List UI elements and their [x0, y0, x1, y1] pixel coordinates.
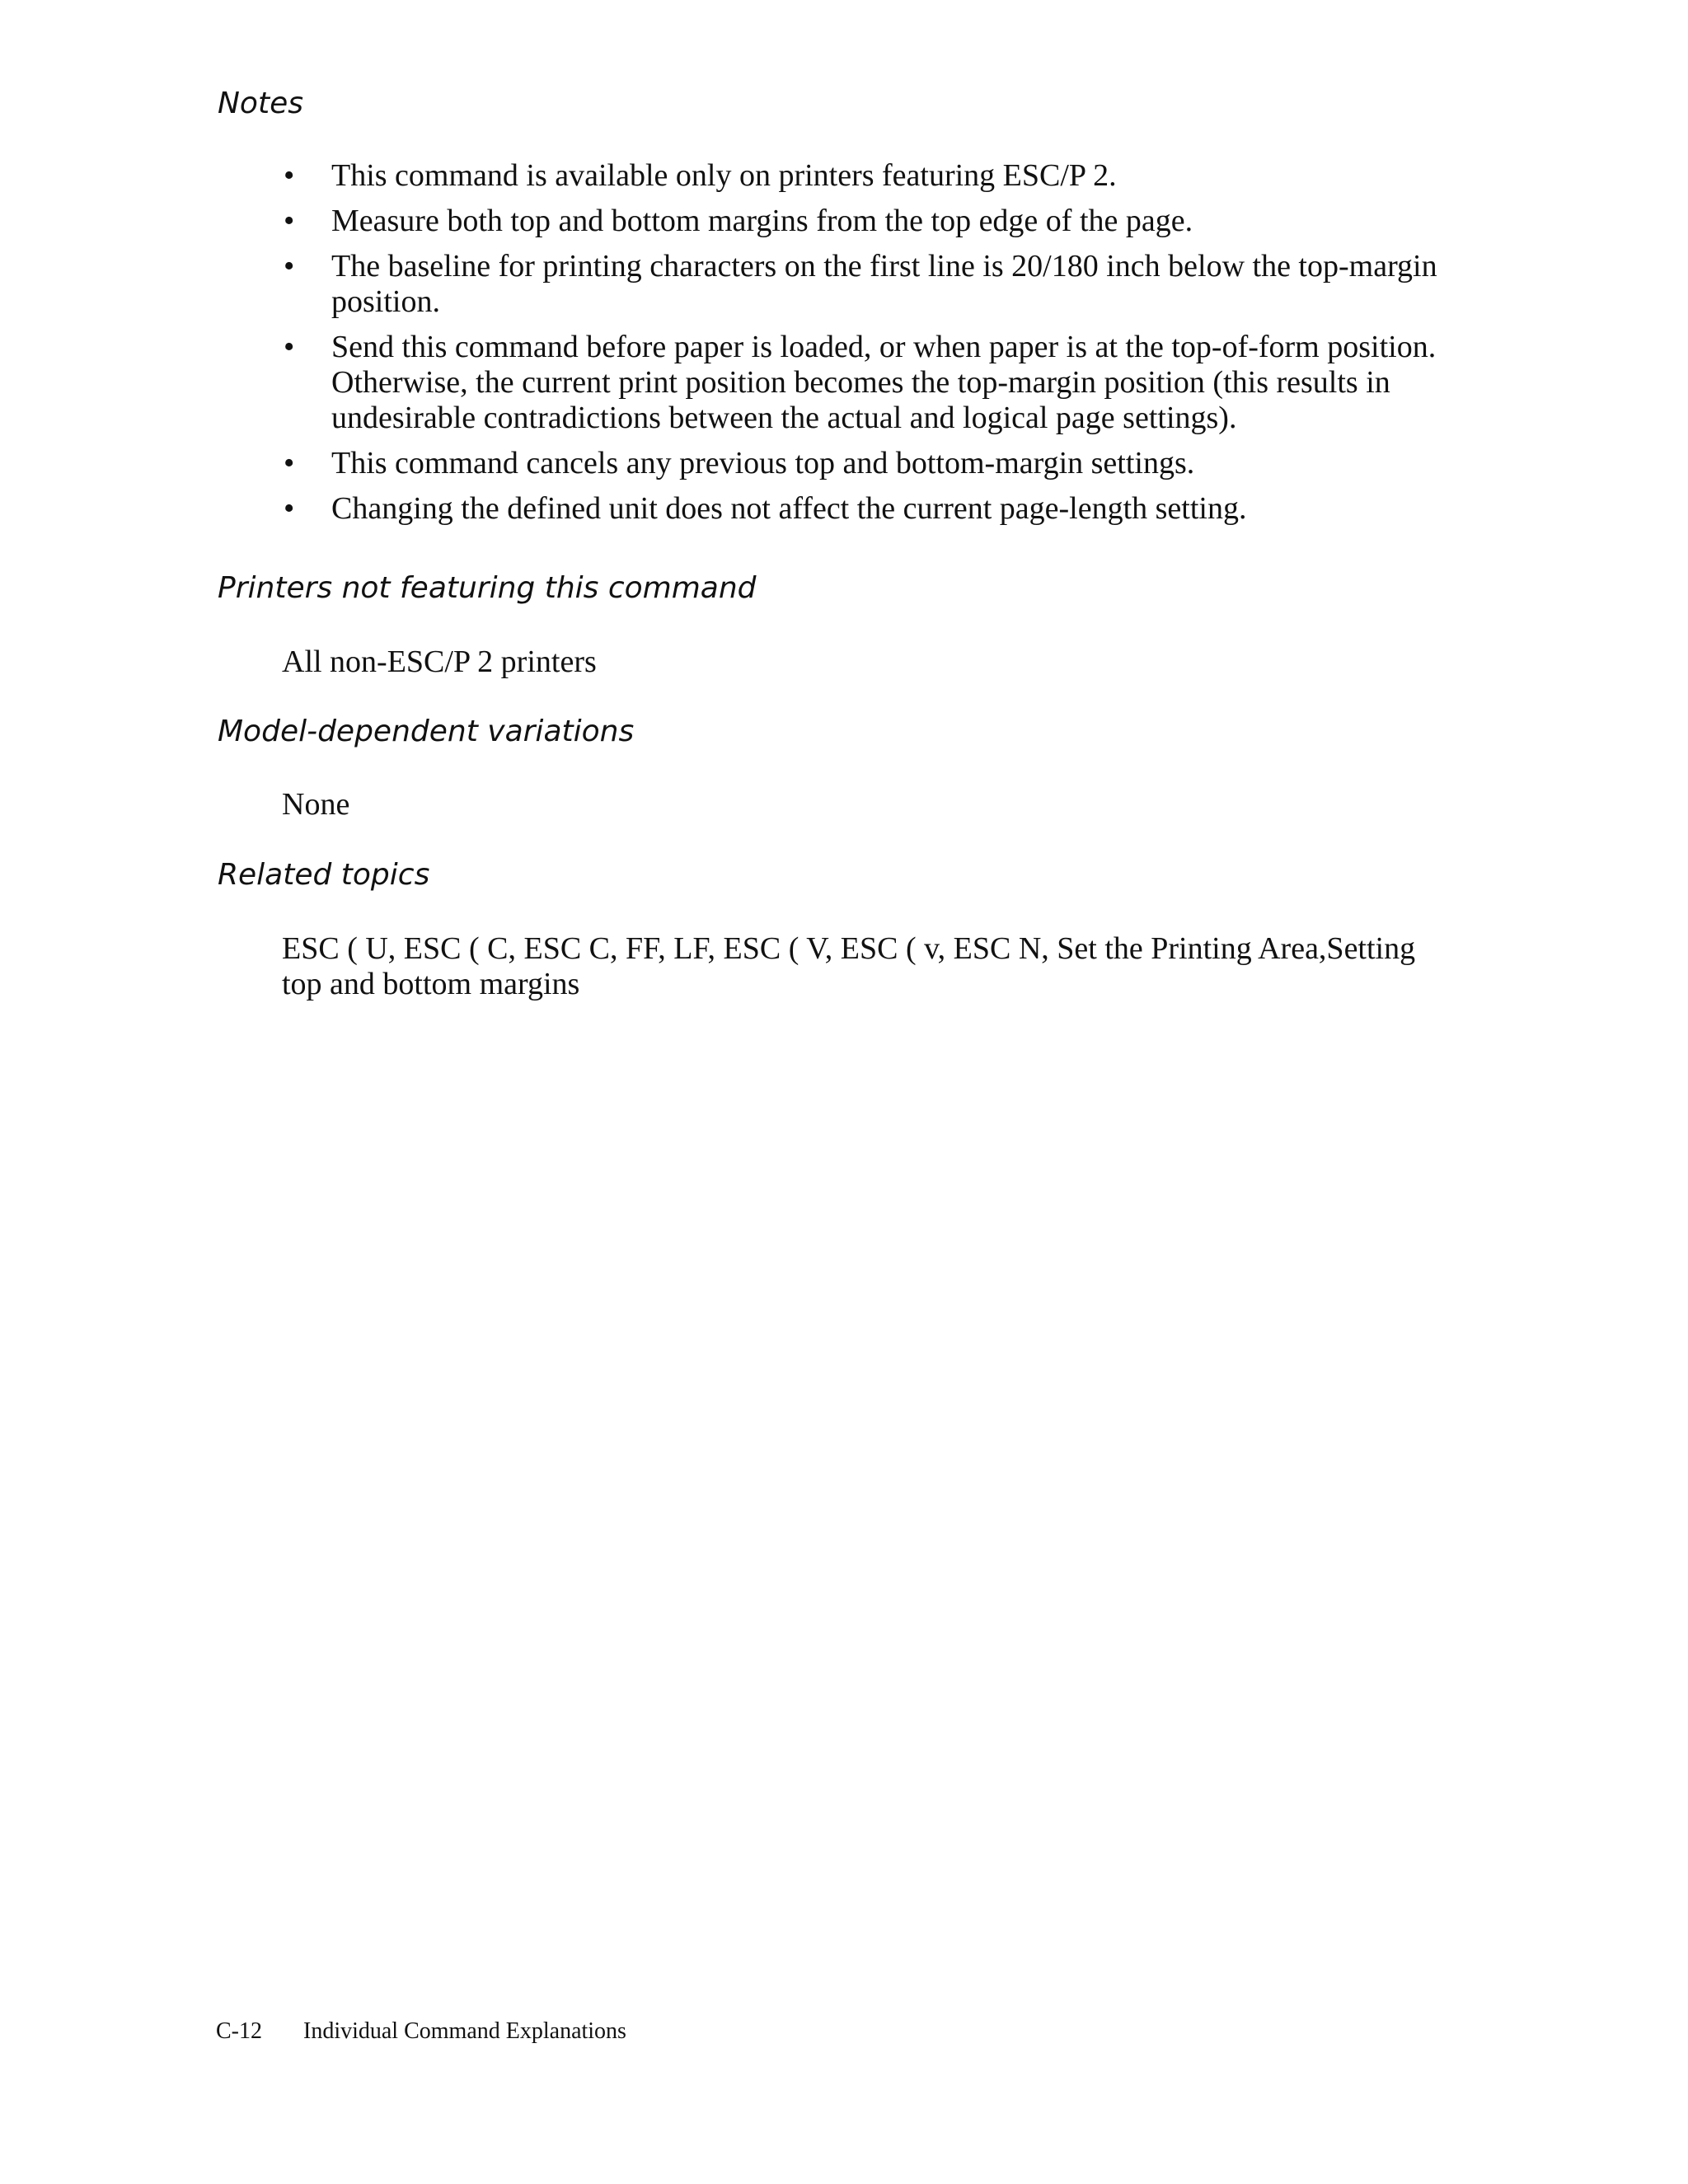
footer-section-title: Individual Command Explanations: [303, 2018, 626, 2044]
printers-not-featuring-heading: Printers not featuring this command: [218, 571, 757, 605]
bullet-icon: •: [284, 249, 295, 284]
page-number: C-12: [216, 2018, 262, 2044]
note-text: Changing the defined unit does not affect the current page-length setting.: [331, 491, 1247, 526]
notes-heading: Notes: [218, 87, 303, 120]
bullet-icon: •: [284, 446, 295, 480]
list-item: [280, 158, 1475, 194]
notes-list: [280, 158, 1475, 537]
list-item: [280, 446, 1475, 481]
list-item: [280, 204, 1475, 239]
list-item: [280, 491, 1475, 527]
page-footer: [216, 2018, 626, 2046]
bullet-icon: •: [284, 491, 295, 526]
model-variations-heading: Model-dependent variations: [218, 715, 635, 748]
note-text: This command is available only on printers featuring ESC/P 2.: [331, 158, 1117, 193]
list-item: [280, 330, 1475, 436]
related-topics-heading: Related topics: [218, 858, 430, 892]
bullet-icon: •: [284, 330, 295, 364]
note-text: Measure both top and bottom margins from the top edge of the page.: [331, 204, 1193, 238]
printers-not-featuring-text: All non-ESC/P 2 printers: [282, 644, 597, 679]
model-variations-text: None: [282, 787, 350, 822]
note-text: This command cancels any previous top and bottom-margin settings.: [331, 446, 1195, 480]
list-item: [280, 249, 1475, 320]
bullet-icon: •: [284, 204, 295, 238]
related-topics-text: ESC ( U, ESC ( C, ESC C, FF, LF, ESC ( V, ESC ( v, ESC N, Set the Printing Area,Setting top and bottom margins: [282, 931, 1416, 1001]
note-text: The baseline for printing characters on the first line is 20/180 inch below the top-margin position.: [331, 249, 1437, 319]
bullet-icon: •: [284, 158, 295, 193]
note-text: Send this command before paper is loaded, or when paper is at the top-of-form position. Otherwise, the current print position becomes the top-margin position (this results in undesirable contradictions between the actual and logical page settings).: [331, 330, 1437, 435]
